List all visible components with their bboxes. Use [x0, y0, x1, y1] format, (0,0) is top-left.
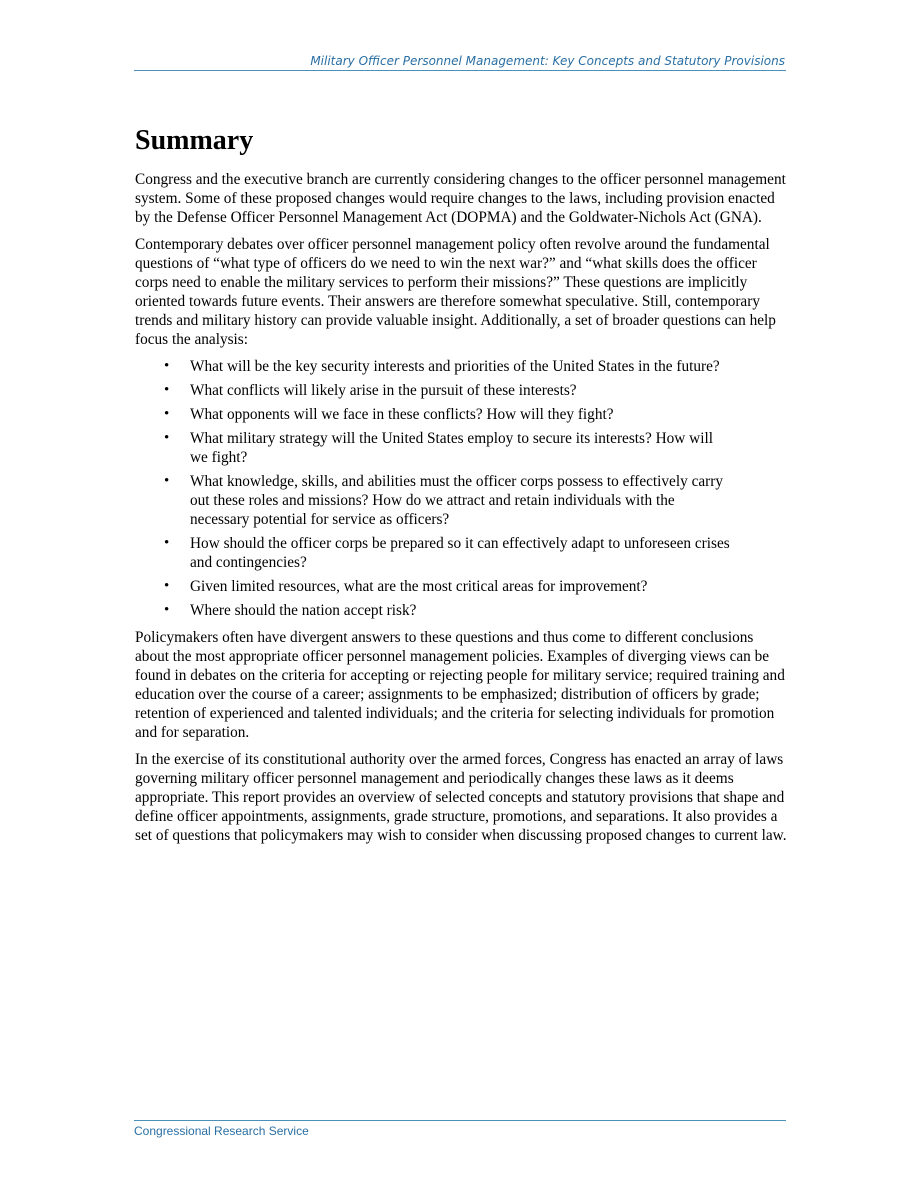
bullet-icon: • — [164, 358, 170, 374]
list-item — [135, 429, 790, 467]
list-item — [135, 381, 790, 400]
bullet-icon: • — [164, 602, 170, 618]
running-header — [134, 54, 786, 71]
summary-paragraph: In the exercise of its constitutional authority over the armed forces, Congress has enacted an array of laws governing military officer personnel management and periodically changes these laws as it deems appropriate. This report provides an overview of selected concepts and statutory provisions that shape and define officer appointments, assignments, grade structure, promotions, and separations. It also provides a set of questions that policymakers may wish to consider when discussing proposed changes to current law. — [135, 751, 787, 844]
list-item — [135, 601, 790, 620]
summary-paragraph: Contemporary debates over officer personnel management policy often revolve around the fundamental questions of “what type of officers do we need to win the next war?” and “what skills does the officer corps need to enable the military services to perform their missions?” These questions are implicitly oriented towards future events. Their answers are therefore somewhat speculative. Still, contemporary trends and military history can provide valuable insight. Additionally, a set of broader questions can help focus the analysis: — [135, 236, 776, 348]
list-item — [135, 577, 790, 596]
page-content — [135, 124, 790, 853]
list-item — [135, 534, 790, 572]
list-item — [135, 472, 790, 529]
bullet-icon: • — [164, 473, 170, 489]
list-item-text: Where should the nation accept risk? — [190, 602, 417, 619]
bullet-icon: • — [164, 382, 170, 398]
list-item-text: What will be the key security interests and priorities of the United States in the future? — [190, 358, 720, 375]
list-item-text: What conflicts will likely arise in the pursuit of these interests? — [190, 382, 577, 399]
summary-paragraph: Congress and the executive branch are currently considering changes to the officer personnel management system. Some of these proposed changes would require changes to the laws, including provision enacted by the Defense Officer Personnel Management Act (DOPMA) and the Goldwater-Nichols Act (GNA). — [135, 171, 786, 226]
footer-organization: Congressional Research Service — [134, 1124, 309, 1138]
list-item-text: What military strategy will the United States employ to secure its interests? How will we fight? — [190, 430, 713, 466]
list-item-text: What knowledge, skills, and abilities must the officer corps possess to effectively carry out these roles and missions? How do we attract and retain individuals with the necessary potential for service as officers? — [190, 473, 723, 528]
list-item-text: How should the officer corps be prepared so it can effectively adapt to unforeseen crises and contingencies? — [190, 535, 730, 571]
bullet-icon: • — [164, 430, 170, 446]
list-item — [135, 405, 790, 424]
section-title: Summary — [135, 125, 254, 156]
summary-paragraph: Policymakers often have divergent answers to these questions and thus come to different conclusions about the most appropriate officer personnel management policies. Examples of diverging views can be found in debates on the criteria for accepting or rejecting people for military service; required training and education over the course of a career; assignments to be emphasized; distribution of officers by grade; retention of experienced and talented individuals; and the criteria for selecting individuals for promotion and for separation. — [135, 629, 785, 741]
question-list — [135, 357, 790, 620]
bullet-icon: • — [164, 535, 170, 551]
running-footer — [134, 1120, 786, 1138]
list-item-text: What opponents will we face in these conflicts? How will they fight? — [190, 406, 614, 423]
bullet-icon: • — [164, 578, 170, 594]
list-item-text: Given limited resources, what are the most critical areas for improvement? — [190, 578, 648, 595]
list-item — [135, 357, 790, 376]
bullet-icon: • — [164, 406, 170, 422]
running-header-title: Military Officer Personnel Management: Key Concepts and Statutory Provisions — [310, 54, 785, 68]
